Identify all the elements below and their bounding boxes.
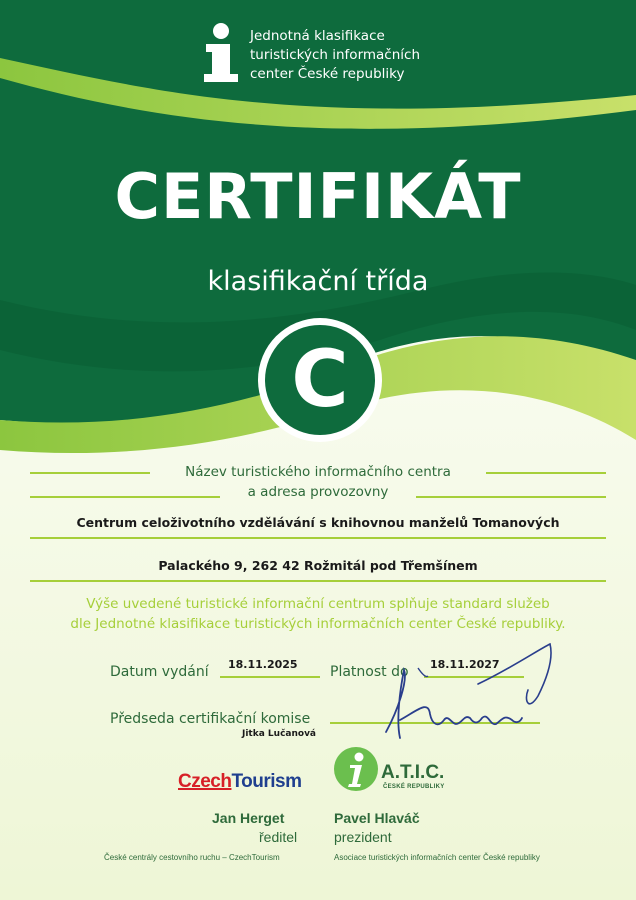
info-icon — [198, 22, 244, 84]
issue-date-value: 18.11.2025 — [228, 658, 298, 671]
statement-line-2: dle Jednotné klasifikace turistických informačních center České republiky. — [70, 616, 566, 632]
class-badge — [258, 318, 382, 442]
divider-line — [220, 676, 320, 678]
header-line-2: turistických informačních — [250, 47, 421, 63]
signature-image — [378, 640, 558, 750]
divider-line — [30, 580, 606, 582]
center-name-label-line-2: a adresa provozovny — [247, 484, 389, 500]
czechtourism-logo — [178, 771, 302, 793]
class-letter: C — [265, 325, 375, 435]
header-line-3: center České republiky — [250, 66, 405, 82]
divider-line — [30, 472, 150, 474]
committee-label: Předseda certifikační komise — [110, 711, 311, 727]
certificate-title: CERTIFIKÁT — [114, 160, 522, 233]
issue-date-label: Datum vydání — [110, 664, 209, 680]
signatory-1-role: ředitel — [259, 829, 298, 845]
czechtourism-logo-part-2: Tourism — [231, 771, 302, 792]
certificate-subtitle: klasifikační třída — [207, 266, 429, 297]
header-line-1: Jednotná klasifikace — [250, 28, 385, 44]
signatory-2-name: Pavel Hlaváč — [334, 810, 420, 826]
atic-logo: A.T.I.C. — [381, 762, 445, 783]
signatory-1-name: Jan Herget — [212, 810, 285, 826]
czechtourism-logo-part-1: Czech — [178, 771, 232, 792]
divider-line — [486, 472, 606, 474]
committee-name: Jitka Lučanová — [242, 729, 317, 739]
header-text — [250, 27, 420, 84]
validity-label: Platnost do — [330, 664, 409, 680]
atic-logo-subtitle: ČESKÉ REPUBLIKY — [383, 784, 445, 790]
validity-value: 18.11.2027 — [430, 658, 500, 671]
statement-line-1: Výše uvedené turistické informační centrum splňuje standard služeb — [86, 596, 550, 612]
signatory-2-org: Asociace turistických informačních center České republiky — [334, 853, 540, 862]
divider-line — [30, 537, 606, 539]
divider-line — [416, 496, 606, 498]
atic-info-icon — [333, 746, 379, 792]
divider-line — [30, 496, 220, 498]
center-address: Palackého 9, 262 42 Rožmitál pod Třemšínem — [158, 558, 478, 573]
center-name: Centrum celoživotního vzdělávání s knihovnou manželů Tomanových — [76, 515, 560, 530]
signatory-1-org: České centrály cestovního ruchu – CzechTourism — [104, 853, 280, 862]
center-name-label-line-1: Název turistického informačního centra — [185, 464, 451, 480]
signatory-2-role: prezident — [334, 829, 392, 845]
statement — [0, 594, 636, 634]
